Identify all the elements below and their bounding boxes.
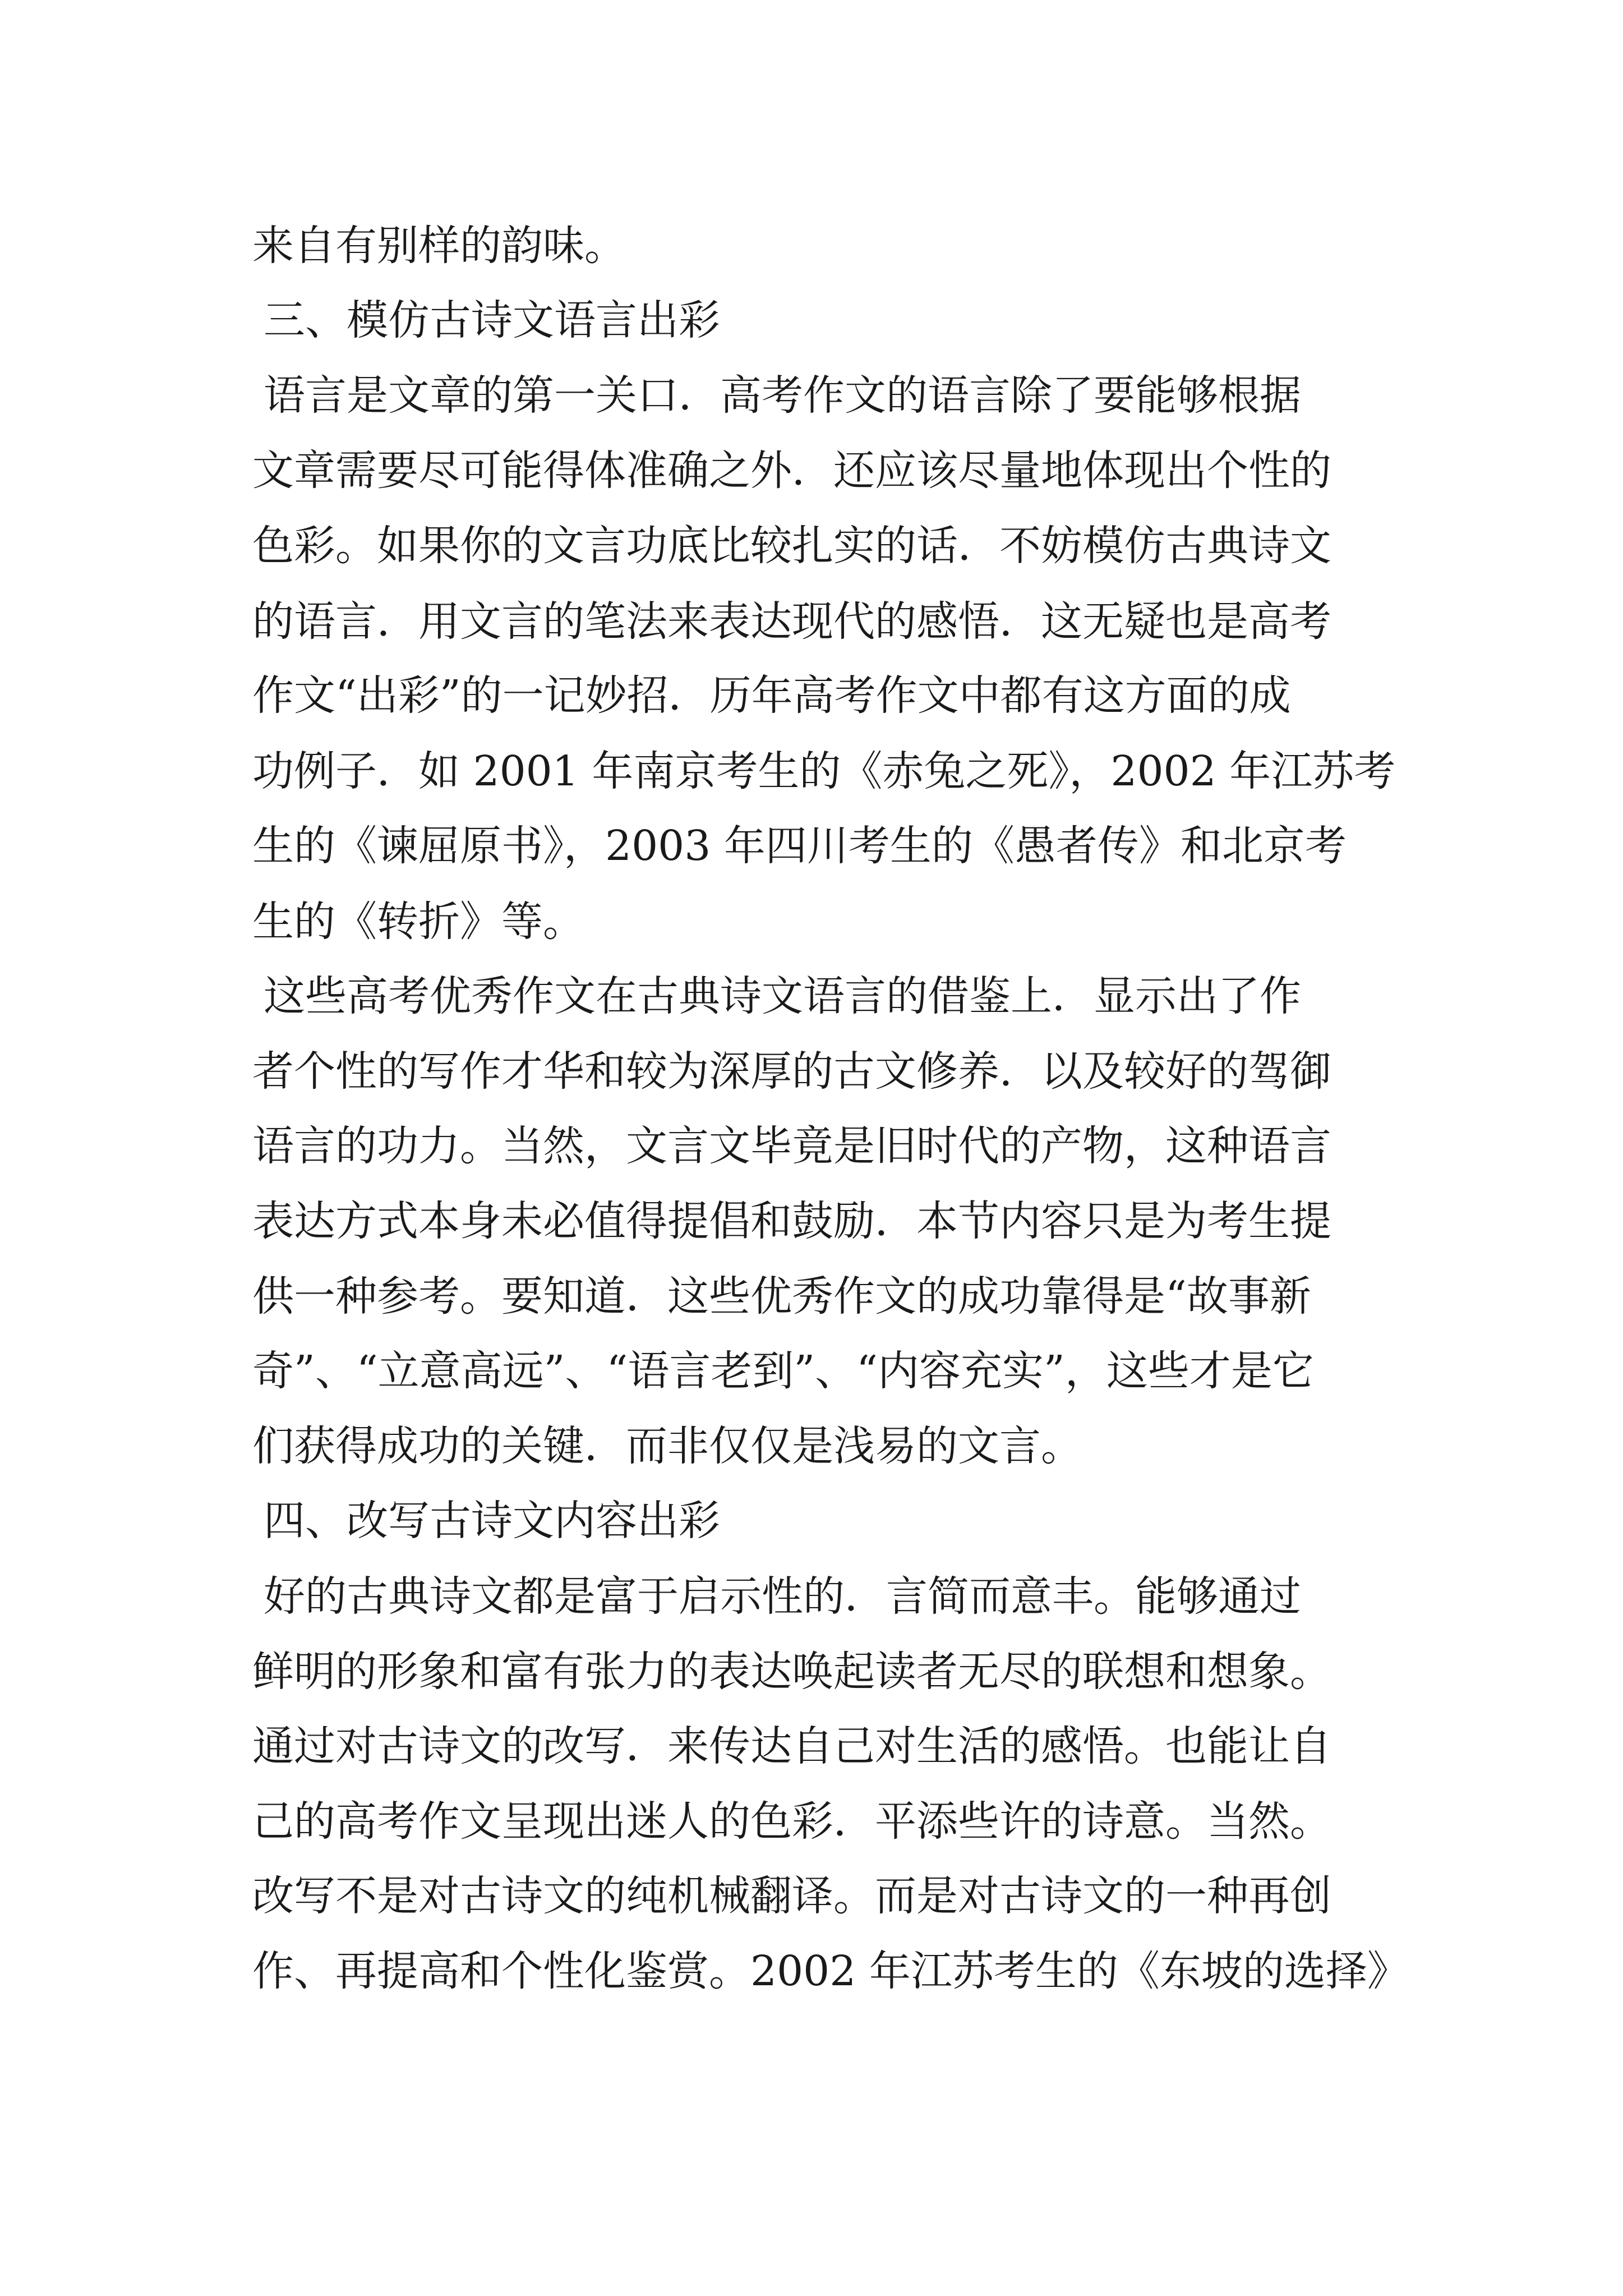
text-line-9: 生的《谏屈原书》，2003 年四川考生的《愚者传》和北京考	[252, 822, 1347, 870]
section-heading-4: 四、改写古诗文内容出彩	[264, 1497, 720, 1545]
text-line-24: 作、再提高和个性化鉴赏。2002 年江苏考生的《东坡的选择》	[252, 1947, 1409, 1995]
text-line-16: 奇”、“立意高远”、“语言老到”、“内容充实”，这些才是它	[252, 1347, 1314, 1395]
text-line-13: 语言的功力。当然，文言文毕竟是旧时代的产物，这种语言	[252, 1122, 1331, 1170]
text-line-15: 供一种参考。要知道．这些优秀作文的成功靠得是“故事新	[252, 1272, 1311, 1320]
text-line-11: 这些高考优秀作文在古典诗文语言的借鉴上．显示出了作	[264, 972, 1301, 1020]
text-line-20: 鲜明的形象和富有张力的表达唤起读者无尽的联想和想象。	[252, 1648, 1331, 1696]
text-line-19: 好的古典诗文都是富于启示性的．言简而意丰。能够通过	[264, 1572, 1301, 1621]
text-line-17: 们获得成功的关键．而非仅仅是浅易的文言。	[252, 1422, 1082, 1470]
text-line-23: 改写不是对古诗文的纯机械翻译。而是对古诗文的一种再创	[252, 1872, 1331, 1920]
text-line-3: 语言是文章的第一关口．高考作文的语言除了要能够根据	[264, 371, 1301, 420]
text-line-22: 己的高考作文呈现出迷人的色彩．平添些许的诗意。当然。	[252, 1797, 1331, 1846]
text-line-1: 来自有别样的韵味。	[252, 222, 626, 270]
text-line-6: 的语言．用文言的笔法来表达现代的感悟．这无疑也是高考	[252, 597, 1331, 646]
text-line-14: 表达方式本身未必值得提倡和鼓励．本节内容只是为考生提	[252, 1197, 1331, 1245]
text-line-8: 功例子．如 2001 年南京考生的《赤兔之死》，2002 年江苏考	[252, 747, 1396, 795]
text-line-7: 作文“出彩”的一记妙招．历年高考作文中都有这方面的成	[252, 671, 1291, 720]
text-line-12: 者个性的写作才华和较为深厚的古文修养．以及较好的驾御	[252, 1047, 1331, 1096]
section-heading-3: 三、模仿古诗文语言出彩	[264, 296, 720, 344]
text-line-21: 通过对古诗文的改写．来传达自己对生活的感悟。也能让自	[252, 1722, 1331, 1770]
text-line-10: 生的《转折》等。	[252, 898, 584, 946]
text-line-4: 文章需要尽可能得体准确之外．还应该尽量地体现出个性的	[252, 447, 1331, 495]
text-line-5: 色彩。如果你的文言功底比较扎实的话．不妨模仿古典诗文	[252, 522, 1331, 570]
